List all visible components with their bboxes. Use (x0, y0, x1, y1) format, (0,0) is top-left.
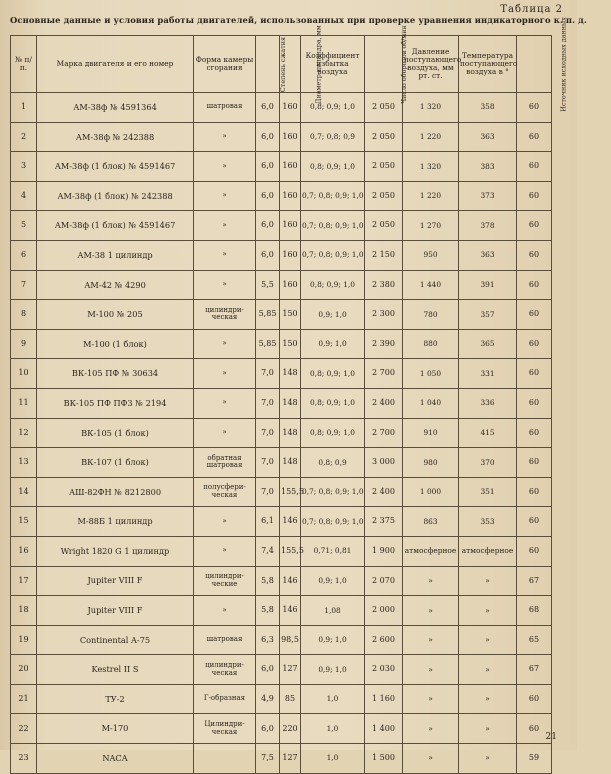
cell-temperature: 357 (459, 300, 517, 330)
cell-rpm: 1 500 (365, 744, 403, 774)
cell-diameter: 155,5 (280, 536, 301, 566)
cell-num: 14 (11, 477, 37, 507)
cell-num: 5 (11, 211, 37, 241)
cell-rpm: 2 700 (365, 418, 403, 448)
table-row (11, 655, 552, 685)
cell-compression: 6,0 (256, 211, 280, 241)
cell-temperature: » (459, 655, 517, 685)
cell-diameter: 160 (280, 240, 301, 270)
header-source: Источник исходных данных (517, 36, 552, 93)
cell-source: 60 (517, 359, 552, 389)
header-pressure: Давление поступающего воздуха, мм рт. ст. (403, 36, 459, 93)
cell-engine: АМ-42 № 4290 (37, 270, 194, 300)
cell-chamber: обратная шатровая (194, 448, 256, 478)
cell-source: 60 (517, 270, 552, 300)
cell-excess-air: 0,7; 0,8; 0,9; 1,0 (301, 240, 365, 270)
cell-rpm: 2 400 (365, 477, 403, 507)
cell-num: 21 (11, 684, 37, 714)
cell-pressure: 950 (403, 240, 459, 270)
table-row (11, 152, 552, 182)
cell-engine: Jupiter VIII F (37, 596, 194, 626)
cell-num: 1 (11, 93, 37, 123)
table-row (11, 448, 552, 478)
cell-diameter: 127 (280, 744, 301, 774)
cell-temperature: » (459, 625, 517, 655)
cell-pressure: 1 320 (403, 152, 459, 182)
cell-engine: М-100 (1 блок) (37, 329, 194, 359)
cell-source: 60 (517, 684, 552, 714)
table-row (11, 93, 552, 123)
cell-diameter: 160 (280, 122, 301, 152)
cell-source: 68 (517, 596, 552, 626)
cell-compression: 5,5 (256, 270, 280, 300)
cell-engine: М-100 № 205 (37, 300, 194, 330)
cell-diameter: 150 (280, 329, 301, 359)
table-row (11, 418, 552, 448)
cell-num: 12 (11, 418, 37, 448)
cell-compression: 5,85 (256, 329, 280, 359)
cell-chamber: » (194, 359, 256, 389)
header-rpm: Число оборотов об/мин (365, 36, 403, 93)
table-row (11, 477, 552, 507)
cell-pressure: » (403, 655, 459, 685)
cell-pressure: 910 (403, 418, 459, 448)
cell-excess-air: 0,9; 1,0 (301, 566, 365, 596)
cell-engine: АМ-38ф (1 блок) № 4591467 (37, 211, 194, 241)
cell-temperature: » (459, 566, 517, 596)
cell-source: 60 (517, 122, 552, 152)
cell-excess-air: 0,7; 0,8; 0,9; 1,0 (301, 507, 365, 537)
table-row (11, 122, 552, 152)
cell-compression: 6,0 (256, 122, 280, 152)
cell-pressure: 780 (403, 300, 459, 330)
cell-source: 59 (517, 744, 552, 774)
cell-source: 60 (517, 152, 552, 182)
cell-pressure: 1 320 (403, 93, 459, 123)
table-body (11, 93, 552, 774)
header-diameter: Диаметр цилиндра, мм (280, 36, 301, 93)
cell-chamber: » (194, 270, 256, 300)
cell-compression: 7,0 (256, 388, 280, 418)
cell-compression: 7,5 (256, 744, 280, 774)
cell-rpm: 2 375 (365, 507, 403, 537)
cell-rpm: 2 150 (365, 240, 403, 270)
cell-num: 11 (11, 388, 37, 418)
cell-chamber: » (194, 181, 256, 211)
cell-diameter: 160 (280, 152, 301, 182)
cell-engine: ВК-105 (1 блок) (37, 418, 194, 448)
cell-compression: 6,0 (256, 655, 280, 685)
cell-chamber: » (194, 418, 256, 448)
cell-chamber: цилиндри-ческая (194, 655, 256, 685)
cell-engine: АМ-38ф (1 блок) № 242388 (37, 181, 194, 211)
cell-diameter: 220 (280, 714, 301, 744)
table-row (11, 625, 552, 655)
table-number: Таблица 2 (500, 4, 563, 15)
cell-num: 18 (11, 596, 37, 626)
cell-pressure: 1 440 (403, 270, 459, 300)
cell-compression: 7,4 (256, 536, 280, 566)
cell-excess-air: 0,8; 0,9; 1,0 (301, 152, 365, 182)
cell-compression: 6,0 (256, 93, 280, 123)
table-row (11, 181, 552, 211)
table-row (11, 744, 552, 774)
cell-num: 23 (11, 744, 37, 774)
cell-engine: Jupiter VIII F (37, 566, 194, 596)
cell-rpm: 1 900 (365, 536, 403, 566)
cell-excess-air: 1,08 (301, 596, 365, 626)
cell-excess-air: 0,71; 0,81 (301, 536, 365, 566)
cell-diameter: 150 (280, 300, 301, 330)
cell-pressure: 1 000 (403, 477, 459, 507)
table-row (11, 359, 552, 389)
cell-chamber: полусфери-ческая (194, 477, 256, 507)
cell-rpm: 2 000 (365, 596, 403, 626)
table-row (11, 596, 552, 626)
cell-temperature: 363 (459, 122, 517, 152)
cell-engine: Continental A-75 (37, 625, 194, 655)
cell-compression: 7,0 (256, 418, 280, 448)
cell-excess-air: 0,8; 0,9; 1,0 (301, 93, 365, 123)
cell-source: 60 (517, 300, 552, 330)
table-row (11, 507, 552, 537)
cell-excess-air: 0,9; 1,0 (301, 329, 365, 359)
cell-temperature: 391 (459, 270, 517, 300)
cell-engine: ТУ-2 (37, 684, 194, 714)
cell-pressure: » (403, 596, 459, 626)
cell-diameter: 148 (280, 359, 301, 389)
header-temperature: Температура поступающего воздуха в ° (459, 36, 517, 93)
cell-excess-air: 0,7; 0,8; 0,9 (301, 122, 365, 152)
cell-pressure: » (403, 625, 459, 655)
cell-diameter: 146 (280, 566, 301, 596)
cell-rpm: 2 390 (365, 329, 403, 359)
cell-excess-air: 0,8; 0,9; 1,0 (301, 418, 365, 448)
table-row (11, 536, 552, 566)
cell-num: 20 (11, 655, 37, 685)
cell-pressure: 1 050 (403, 359, 459, 389)
cell-compression: 6,0 (256, 152, 280, 182)
cell-source: 60 (517, 211, 552, 241)
cell-excess-air: 1,0 (301, 684, 365, 714)
cell-chamber: » (194, 122, 256, 152)
page-number: 21 (545, 732, 557, 742)
cell-diameter: 160 (280, 270, 301, 300)
cell-rpm: 2 050 (365, 93, 403, 123)
cell-chamber: » (194, 507, 256, 537)
cell-excess-air: 0,9; 1,0 (301, 625, 365, 655)
cell-compression: 4,9 (256, 684, 280, 714)
cell-chamber: шатровая (194, 93, 256, 123)
cell-compression: 7,0 (256, 477, 280, 507)
cell-pressure: » (403, 684, 459, 714)
cell-excess-air: 0,7; 0,8; 0,9; 1,0 (301, 211, 365, 241)
cell-num: 2 (11, 122, 37, 152)
cell-source: 60 (517, 93, 552, 123)
cell-rpm: 1 160 (365, 684, 403, 714)
cell-num: 22 (11, 714, 37, 744)
cell-num: 3 (11, 152, 37, 182)
header-engine: Марка двигателя и его номер (37, 36, 194, 93)
cell-chamber: цилиндри-ческая (194, 300, 256, 330)
table-row (11, 684, 552, 714)
table-row (11, 240, 552, 270)
cell-chamber: » (194, 536, 256, 566)
cell-temperature: 365 (459, 329, 517, 359)
cell-engine: АМ-38ф (1 блок) № 4591467 (37, 152, 194, 182)
header-num: № п/п. (11, 36, 37, 93)
cell-chamber: » (194, 211, 256, 241)
cell-chamber: цилиндри-ческие (194, 566, 256, 596)
table-row (11, 388, 552, 418)
cell-temperature: 353 (459, 507, 517, 537)
cell-compression: 5,8 (256, 596, 280, 626)
cell-source: 60 (517, 388, 552, 418)
cell-temperature: 378 (459, 211, 517, 241)
cell-temperature: » (459, 596, 517, 626)
cell-temperature: » (459, 714, 517, 744)
cell-source: 67 (517, 566, 552, 596)
table-row (11, 329, 552, 359)
cell-engine: ВК-105 ПФ № 30634 (37, 359, 194, 389)
cell-excess-air: 1,0 (301, 714, 365, 744)
cell-source: 60 (517, 714, 552, 744)
cell-source: 65 (517, 625, 552, 655)
cell-excess-air: 0,8; 0,9 (301, 448, 365, 478)
header-excess-air: Коэффициент избытка воздуха (301, 36, 365, 93)
cell-diameter: 160 (280, 211, 301, 241)
cell-engine: ВК-105 ПФ ПФ3 № 2194 (37, 388, 194, 418)
cell-engine: NACA (37, 744, 194, 774)
cell-rpm: 3 000 (365, 448, 403, 478)
cell-rpm: 2 400 (365, 388, 403, 418)
cell-rpm: 2 300 (365, 300, 403, 330)
cell-rpm: 2 070 (365, 566, 403, 596)
cell-temperature: 358 (459, 93, 517, 123)
table-caption: Основные данные и условия работы двигателей, использованных при проверке уравнения индикаторного к. п. д. (10, 15, 587, 25)
cell-diameter: 146 (280, 596, 301, 626)
cell-compression: 5,8 (256, 566, 280, 596)
cell-excess-air: 0,9; 1,0 (301, 655, 365, 685)
cell-compression: 5,85 (256, 300, 280, 330)
cell-compression: 6,0 (256, 240, 280, 270)
cell-num: 6 (11, 240, 37, 270)
cell-num: 8 (11, 300, 37, 330)
header-chamber: Форма камеры сгорания (194, 36, 256, 93)
cell-rpm: 1 400 (365, 714, 403, 744)
cell-pressure: 1 040 (403, 388, 459, 418)
cell-temperature: 373 (459, 181, 517, 211)
cell-source: 60 (517, 240, 552, 270)
cell-temperature: 415 (459, 418, 517, 448)
cell-num: 13 (11, 448, 37, 478)
table-row (11, 300, 552, 330)
cell-temperature: 370 (459, 448, 517, 478)
cell-pressure: 1 270 (403, 211, 459, 241)
cell-rpm: 2 380 (365, 270, 403, 300)
cell-diameter: 148 (280, 448, 301, 478)
cell-temperature: 383 (459, 152, 517, 182)
cell-diameter: 148 (280, 388, 301, 418)
cell-engine: М-88Б 1 цилиндр (37, 507, 194, 537)
cell-chamber: » (194, 329, 256, 359)
cell-excess-air: 0,7; 0,8; 0,9; 1,0 (301, 477, 365, 507)
cell-source: 60 (517, 181, 552, 211)
cell-num: 19 (11, 625, 37, 655)
cell-temperature: 351 (459, 477, 517, 507)
cell-diameter: 127 (280, 655, 301, 685)
cell-chamber: » (194, 240, 256, 270)
cell-source: 60 (517, 477, 552, 507)
cell-diameter: 85 (280, 684, 301, 714)
cell-chamber: шатровая (194, 625, 256, 655)
cell-compression: 6,0 (256, 181, 280, 211)
cell-excess-air: 0,8; 0,9; 1,0 (301, 270, 365, 300)
cell-chamber: » (194, 596, 256, 626)
cell-diameter: 146 (280, 507, 301, 537)
table-row (11, 566, 552, 596)
cell-temperature: 336 (459, 388, 517, 418)
cell-pressure: 880 (403, 329, 459, 359)
table-row (11, 714, 552, 744)
cell-temperature: атмосферное (459, 536, 517, 566)
cell-pressure: 1 220 (403, 122, 459, 152)
cell-pressure: 980 (403, 448, 459, 478)
cell-source: 60 (517, 507, 552, 537)
cell-diameter: 160 (280, 93, 301, 123)
cell-excess-air: 0,8; 0,9; 1,0 (301, 388, 365, 418)
cell-chamber: Цилиндри-ческая (194, 714, 256, 744)
cell-rpm: 2 050 (365, 211, 403, 241)
cell-compression: 6,1 (256, 507, 280, 537)
cell-source: 60 (517, 418, 552, 448)
header-compression: Степень сжатия (256, 36, 280, 93)
cell-diameter: 155,5 (280, 477, 301, 507)
cell-rpm: 2 050 (365, 181, 403, 211)
cell-pressure: атмосферное (403, 536, 459, 566)
cell-rpm: 2 600 (365, 625, 403, 655)
cell-source: 60 (517, 448, 552, 478)
cell-excess-air: 0,7; 0,8; 0,9; 1,0 (301, 181, 365, 211)
cell-source: 60 (517, 536, 552, 566)
cell-diameter: 98,5 (280, 625, 301, 655)
cell-engine: АМ-38ф № 242388 (37, 122, 194, 152)
cell-num: 15 (11, 507, 37, 537)
cell-rpm: 2 030 (365, 655, 403, 685)
cell-num: 4 (11, 181, 37, 211)
cell-num: 10 (11, 359, 37, 389)
cell-rpm: 2 050 (365, 122, 403, 152)
cell-source: 67 (517, 655, 552, 685)
cell-chamber: » (194, 388, 256, 418)
cell-pressure: » (403, 744, 459, 774)
cell-pressure: » (403, 566, 459, 596)
cell-num: 17 (11, 566, 37, 596)
cell-engine: АМ-38ф № 4591364 (37, 93, 194, 123)
cell-compression: 6,0 (256, 714, 280, 744)
cell-compression: 7,0 (256, 359, 280, 389)
cell-compression: 7,0 (256, 448, 280, 478)
cell-pressure: 1 220 (403, 181, 459, 211)
cell-engine: Wright 1820 G 1 цилиндр (37, 536, 194, 566)
cell-engine: Kestrel II S (37, 655, 194, 685)
cell-num: 7 (11, 270, 37, 300)
cell-temperature: 363 (459, 240, 517, 270)
cell-rpm: 2 050 (365, 152, 403, 182)
cell-source: 60 (517, 329, 552, 359)
cell-chamber: » (194, 152, 256, 182)
cell-chamber: Г-образная (194, 684, 256, 714)
cell-engine: ВК-107 (1 блок) (37, 448, 194, 478)
cell-temperature: 331 (459, 359, 517, 389)
cell-rpm: 2 700 (365, 359, 403, 389)
cell-excess-air: 0,8; 0,9; 1,0 (301, 359, 365, 389)
cell-diameter: 160 (280, 181, 301, 211)
cell-temperature: » (459, 684, 517, 714)
table-row (11, 211, 552, 241)
cell-engine: М-170 (37, 714, 194, 744)
cell-excess-air: 1,0 (301, 744, 365, 774)
cell-num: 16 (11, 536, 37, 566)
cell-pressure: 863 (403, 507, 459, 537)
table-row (11, 270, 552, 300)
cell-temperature: » (459, 744, 517, 774)
cell-num: 9 (11, 329, 37, 359)
cell-diameter: 148 (280, 418, 301, 448)
table-header-row (11, 36, 552, 93)
cell-engine: АМ-38 1 цилиндр (37, 240, 194, 270)
cell-pressure: » (403, 714, 459, 744)
cell-excess-air: 0,9; 1,0 (301, 300, 365, 330)
cell-chamber (194, 744, 256, 774)
cell-compression: 6,3 (256, 625, 280, 655)
cell-engine: АШ-82ФН № 8212800 (37, 477, 194, 507)
